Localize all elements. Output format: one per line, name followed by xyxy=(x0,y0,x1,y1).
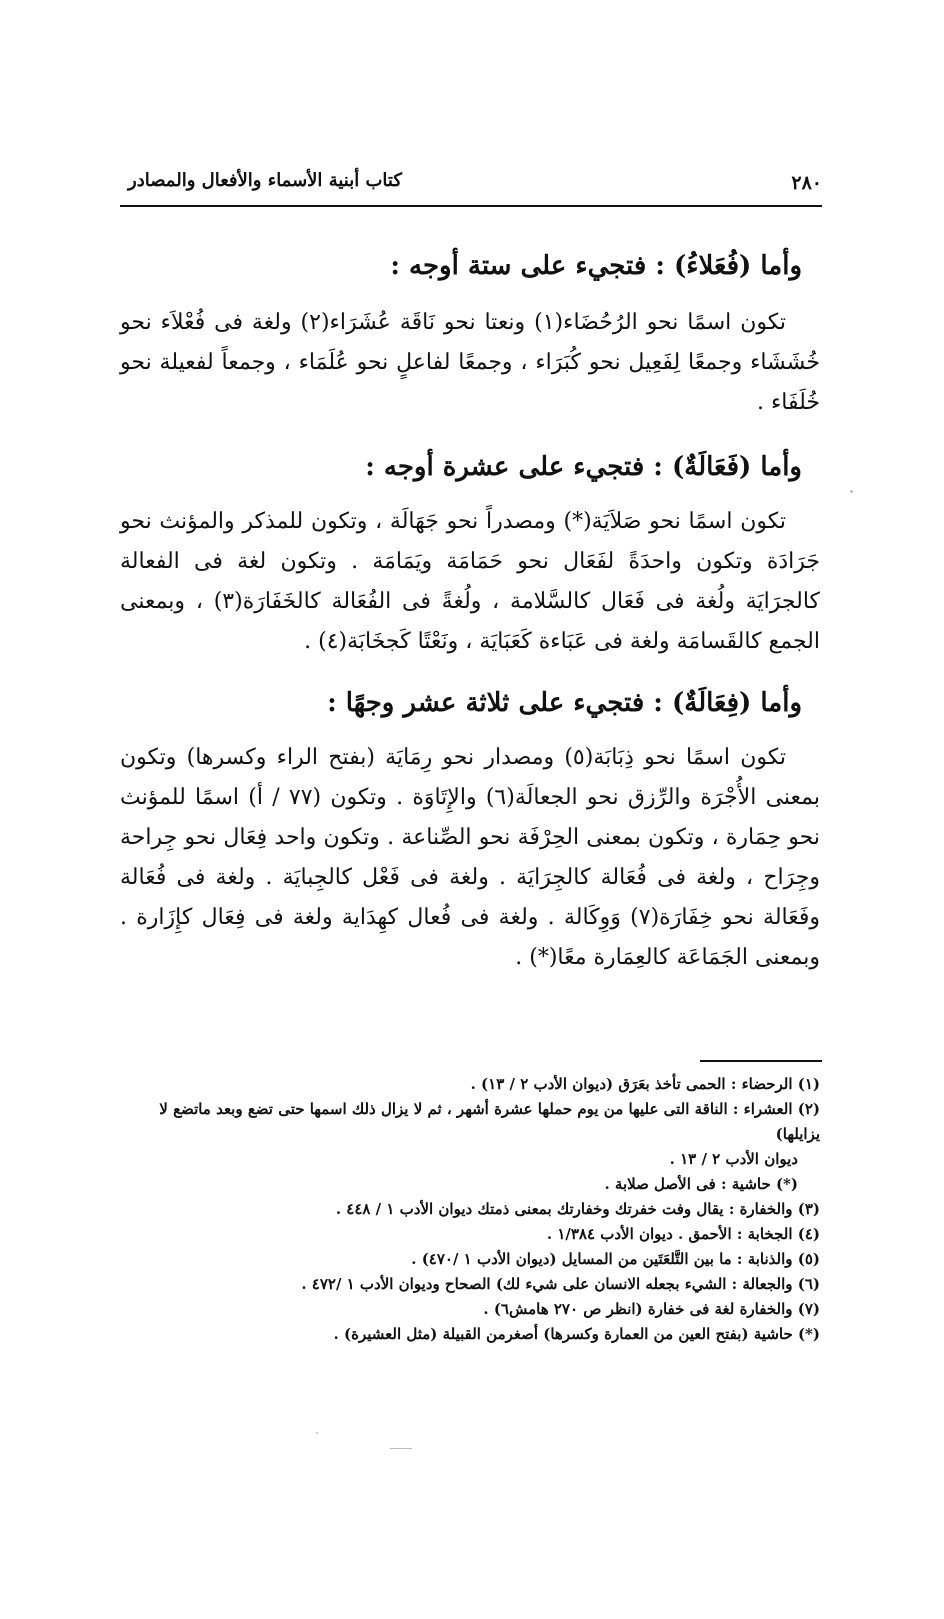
scan-mark xyxy=(390,1448,412,1449)
section-heading-fuala: وأما (فُعَلاءُ) : فتجيء على ستة أوجه : xyxy=(390,251,802,281)
section-body-faala: تكون اسمًا نحو صَلاَيَة(*) ومصدراً نحو جَهَالَة ، وتكون للمذكر والمؤنث نحو جَرَادَة وتكون واحدَةً لفَعَال نحو حَمَامَة ويَمَامَة . وتكون لغة فى الفعالة كالجرَايَة ولُغة فى فَعَال كالسَّلامة ، ولُغةً فى الفُعَالة كالخَفَارَة(٣) ، وبمعنى الجمع كالقَسامَة ولغة فى عَبَاءة كَعَبَايَة ، ونَعْتًا كَجخَابَة(٤) . xyxy=(120,509,820,654)
section-heading-faala: وأما (فَعَالَةٌ) : فتجيء على عشرة أوجه : xyxy=(365,452,802,482)
footnote-2-continuation: ديوان الأدب ٢ / ١٣ . xyxy=(669,1150,798,1168)
footnote-1: (١) الرحضاء : الحمى تأخذ بعَرَق (ديوان الأدب ٢ / ١٣) . xyxy=(470,1075,820,1093)
page-number: ٢٨٠ xyxy=(791,172,822,194)
footnote-5: (٥) والذنابة : ما بين التَّلعَتَين من المسايل (ديوان الأدب ١ /٤٧٠) . xyxy=(411,1250,820,1268)
scan-speck xyxy=(316,1432,318,1434)
running-title: كتاب أبنية الأسماء والأفعال والمصادر xyxy=(128,170,402,191)
section-body-fiala: تكون اسمًا نحو ذِبَابَة(٥) ومصدار نحو رِمَايَة (بفتح الراء وكسرها) وتكون بمعنى الأُجْرَة والرِّزق نحو الجعالَة(٦) والإِتَاوَة . وتكون (٧٧ / أ) اسمًا للمؤنث نحو حِمَارة ، وتكون بمعنى الحِرْفَة نحو الصِّناعة . وتكون واحد فِعَال نحو جِراحة وجِرَاح ، ولغة فى فُعَالة كالجِرَايَة . ولغة فى فَعْل كالجِبايَة . ولغة فى فُعَالة وفَعَالة نحو خِفَارَة(٧) وَوِكَالة . ولغة فى فُعال كهِدَاية ولغة فى فِعَال كإِزَارة . وبمعنى الجَمَاعَة كالعِمَارة معًا(*) . xyxy=(120,745,821,970)
footnote-margin-note-2: (*) حاشية (بفتح العين من العمارة وكسرها) أصغرمن القبيلة (مثل العشيرة) . xyxy=(333,1325,820,1343)
footnote-6: (٦) والجعالة : الشيء بجعله الانسان على شيء لك) الصحاح وديوان الأدب ١ /٤٧٢ . xyxy=(301,1275,820,1293)
footnote-4: (٤) الجخابة : الأحمق . ديوان الأدب ١/٣٨٤ . xyxy=(546,1225,820,1243)
footnote-3: (٣) والخفارة : يقال وفت خفرتك وخفارتك بمعنى ذمتك ديوان الأدب ١ / ٤٤٨ . xyxy=(335,1200,820,1218)
footnote-margin-note-1: (*) حاشية : فى الأصل صلابة . xyxy=(604,1175,798,1193)
footnote-2: (٢) العشراء : الناقة التى عليها من يوم حملها عشرة أشهر ، ثم لا يزال ذلك اسمها حتى تضع وبعد ماتضع لا يزايلها) xyxy=(159,1100,820,1143)
footnotes-list xyxy=(110,1072,820,1347)
section-body-fuala: تكون اسمًا نحو الرُحُضَاء(١) ونعتا نحو نَاقَة عُشَرَاء(٢) ولغة فى فُعْلاَء نحو خُشَشَاء وجمعًا لِفَعِيل نحو كُبَرَاء ، وجمعًا لفاعلٍ نحو عُلَمَاء ، وجمعاً لفعيلة نحو خُلَفَاء . xyxy=(120,310,820,415)
footnote-separator xyxy=(120,1060,822,1061)
scan-speck xyxy=(850,490,853,493)
section-heading-fiala: وأما (فِعَالَةٌ) : فتجيء على ثلاثة عشر وجهًا : xyxy=(327,688,802,718)
footnote-7: (٧) والخفارة لغة فى خفارة (انظر ص ٢٧٠ هامش٦) . xyxy=(483,1300,820,1318)
page-header xyxy=(120,168,822,202)
header-rule xyxy=(120,205,822,207)
